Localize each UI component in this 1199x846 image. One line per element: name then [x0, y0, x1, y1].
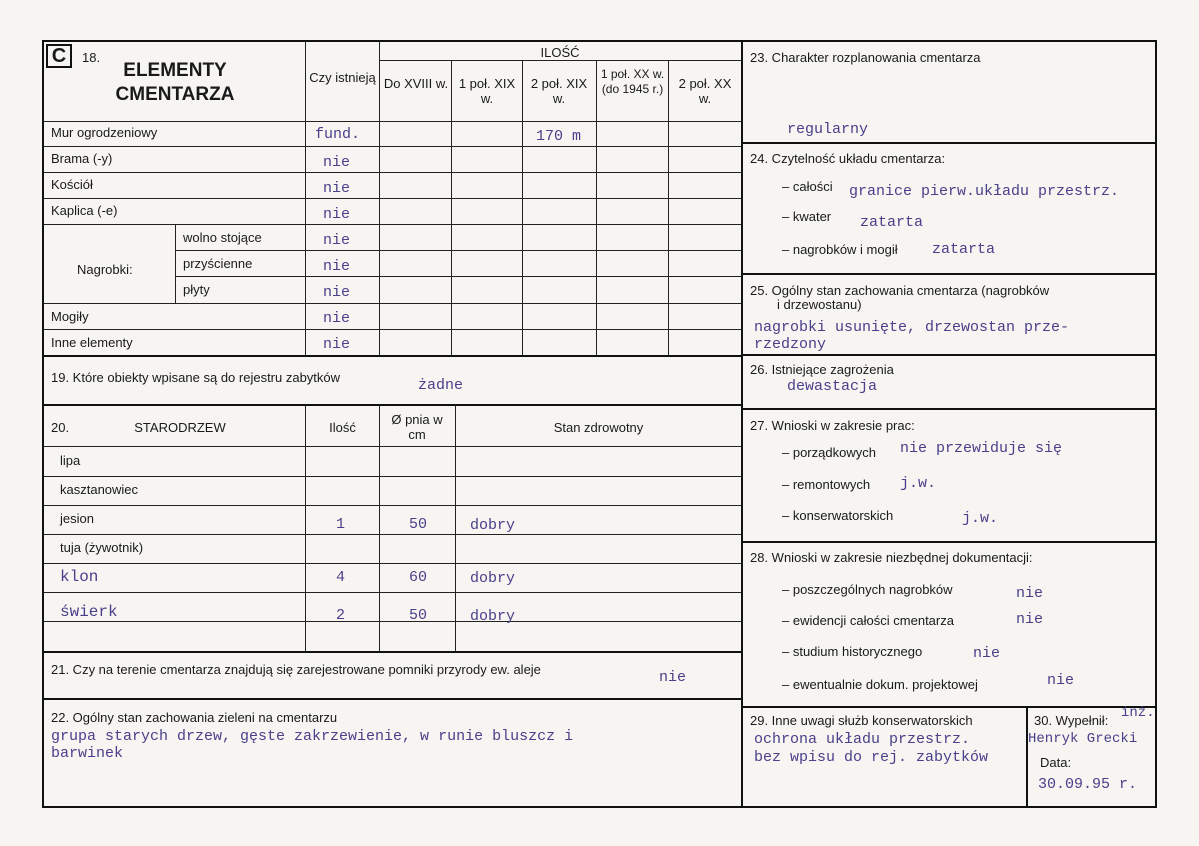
s20-tree-1: kasztanowiec	[60, 482, 139, 497]
s18-period-1: 1 poł. XIX w.	[458, 76, 516, 106]
s18-ilosc-line	[379, 60, 741, 61]
s18-col-line-2	[379, 42, 380, 356]
s18-row-label-3: Kaplica (-e)	[51, 203, 118, 218]
s23-value: regularny	[787, 121, 869, 138]
s18-number: 18.	[82, 50, 101, 65]
s20-count-4: 4	[336, 569, 346, 586]
s27-item-label-1: – remontowych	[782, 477, 871, 492]
s18-title-1: ELEMENTY	[123, 60, 227, 81]
s20-row-line-5	[43, 621, 741, 622]
s20-health-5: dobry	[470, 608, 516, 625]
s24-item-label-1: – kwater	[782, 209, 832, 224]
s18-row-label-1: Brama (-y)	[51, 151, 113, 166]
s20-tree-4: klon	[60, 568, 99, 586]
s18-row-line-6	[175, 276, 741, 277]
s18-row-line-2	[43, 172, 741, 173]
s18-nagrobki-line	[175, 224, 176, 303]
s18-row-label-0: Mur ogrodzeniowy	[51, 125, 158, 140]
s18-col-line-5	[596, 60, 597, 356]
s27-bottom-line	[742, 541, 1157, 543]
s21-value: nie	[659, 669, 687, 686]
s21-label: 21. Czy na terenie cmentarza znajdują się zarejestrowane pomniki przyrody ew. aleje	[51, 662, 541, 677]
s24-item-label-2: – nagrobków i mogił	[782, 242, 898, 257]
s27-item-value-1: j.w.	[900, 475, 937, 492]
s24-bottom-line	[742, 273, 1157, 275]
s25-label-1: 25. Ogólny stan zachowania cmentarza (nagrobków	[750, 283, 1050, 298]
s18-period-3: 1 poł. XX w. (do 1945 r.)	[600, 67, 665, 96]
s18-ilosc-header: ILOŚĆ	[540, 45, 580, 60]
s18-row-label-2: Kościół	[51, 177, 93, 192]
s24-item-value-0: granice pierw.układu przestrz.	[849, 183, 1120, 200]
s20-col-count: Ilość	[329, 420, 356, 435]
s18-row-line-0	[43, 121, 741, 122]
s18-row-label-5: przyścienne	[183, 256, 253, 271]
s20-col-line-1	[305, 405, 306, 651]
s22-label: 22. Ogólny stan zachowania zieleni na cmentarzu	[51, 710, 338, 725]
s18-col-line-1	[305, 42, 306, 356]
s23-label: 23. Charakter rozplanowania cmentarza	[750, 50, 981, 65]
s28-item-label-2: – studium historycznego	[782, 644, 923, 659]
s18-wall-length: 170 m	[536, 128, 582, 145]
s20-number: 20.	[51, 420, 70, 435]
s20-header-line	[43, 446, 741, 447]
s18-period-2: 2 poł. XIX w.	[530, 76, 588, 106]
s18-row-label-8: Inne elementy	[51, 335, 133, 350]
s29-s30-divider	[1026, 707, 1028, 808]
s18-exists-3: nie	[323, 206, 351, 223]
s18-exists-7: nie	[323, 310, 351, 327]
s20-diameter-2: 50	[409, 516, 428, 533]
s20-col-line-3	[455, 405, 456, 651]
main-divider	[741, 40, 743, 808]
s18-row-line-3	[43, 198, 741, 199]
s19-bottom-line	[42, 404, 742, 406]
s18-row-line-4	[43, 224, 741, 225]
s20-count-5: 2	[336, 607, 346, 624]
s18-exists-1: nie	[323, 154, 351, 171]
s28-bottom-line	[742, 706, 1157, 708]
s27-item-label-2: – konserwatorskich	[782, 508, 894, 523]
s18-exists-5: nie	[323, 258, 351, 275]
s26-bottom-line	[742, 408, 1157, 410]
s18-exists-header: Czy istnieją	[309, 70, 376, 85]
s18-row-line-5	[175, 250, 741, 251]
s18-row-label-4: wolno stojące	[183, 230, 262, 245]
s18-period-0: Do XVIII w.	[383, 76, 449, 91]
s28-item-label-0: – poszczególnych nagrobków	[782, 582, 953, 597]
s18-exists-0: fund.	[315, 126, 361, 143]
s25-line-1: nagrobki usunięte, drzewostan prze-	[754, 319, 1070, 336]
s18-row-label-6: płyty	[183, 282, 210, 297]
s18-exists-8: nie	[323, 336, 351, 353]
s30-label: 30. Wypełnił:	[1034, 713, 1109, 728]
s20-row-line-4	[43, 592, 741, 593]
s18-nagrobki-label: Nagrobki:	[77, 262, 133, 277]
s25-line-2: rzedzony	[754, 336, 827, 353]
s18-title-2: CMENTARZA	[115, 84, 235, 105]
s21-bottom-line	[42, 698, 742, 700]
s20-health-4: dobry	[470, 570, 516, 587]
s18-row-line-1	[43, 146, 741, 147]
s18-period-4: 2 poł. XX w.	[678, 76, 732, 106]
s19-value: żadne	[418, 377, 464, 394]
s20-row-line-0	[43, 476, 741, 477]
s30-name-prefix: inż.	[1121, 705, 1155, 721]
s30-date: 30.09.95 r.	[1038, 776, 1138, 793]
s18-exists-2: nie	[323, 180, 351, 197]
s18-row-line-7	[43, 303, 741, 304]
s26-value: dewastacja	[787, 378, 878, 395]
s23-bottom-line	[742, 142, 1157, 144]
s30-date-label: Data:	[1040, 755, 1072, 770]
s20-title: STARODRZEW	[134, 420, 226, 435]
s29-label: 29. Inne uwagi służb konserwatorskich	[750, 713, 973, 728]
s20-bottom-line	[42, 651, 742, 653]
s20-row-line-2	[43, 534, 741, 535]
s18-exists-6: nie	[323, 284, 351, 301]
s28-item-value-1: nie	[1016, 611, 1044, 628]
s22-line-2: barwinek	[51, 745, 124, 762]
s25-bottom-line	[742, 354, 1157, 356]
s20-row-line-3	[43, 563, 741, 564]
s28-label: 28. Wnioski w zakresie niezbędnej dokumentacji:	[750, 550, 1033, 565]
s29-line-2: bez wpisu do rej. zabytków	[754, 749, 989, 766]
s27-item-value-2: j.w.	[962, 510, 999, 527]
section-letter-box: C	[46, 44, 72, 68]
s18-row-label-7: Mogiły	[51, 309, 89, 324]
s25-label-2: i drzewostanu)	[777, 297, 862, 312]
s29-line-1: ochrona układu przestrz.	[754, 731, 971, 748]
s20-diameter-4: 60	[409, 569, 428, 586]
s18-row-line-8	[43, 329, 741, 330]
s26-label: 26. Istniejące zagrożenia	[750, 362, 894, 377]
s20-row-line-1	[43, 505, 741, 506]
s18-bottom-line	[42, 355, 742, 357]
s20-diameter-5: 50	[409, 607, 428, 624]
s28-item-value-3: nie	[1047, 672, 1075, 689]
s24-label: 24. Czytelność układu cmentarza:	[750, 151, 946, 166]
s18-col-line-6	[668, 60, 669, 356]
s24-item-value-2: zatarta	[932, 241, 996, 258]
s20-count-2: 1	[336, 516, 346, 533]
s27-item-label-0: – porządkowych	[782, 445, 876, 460]
s28-item-value-0: nie	[1016, 585, 1044, 602]
s20-tree-5: świerk	[60, 603, 118, 621]
s27-item-value-0: nie przewiduje się	[900, 440, 1063, 457]
s28-item-value-2: nie	[973, 645, 1001, 662]
s27-label: 27. Wnioski w zakresie prac:	[750, 418, 915, 433]
s20-health-2: dobry	[470, 517, 516, 534]
s18-col-line-3	[451, 60, 452, 356]
s30-name: Henryk Grecki	[1028, 731, 1138, 747]
s22-line-1: grupa starych drzew, gęste zakrzewienie, w runie bluszcz i	[51, 728, 574, 745]
s19-label: 19. Które obiekty wpisane są do rejestru zabytków	[51, 370, 341, 385]
s20-col-health: Stan zdrowotny	[553, 420, 644, 435]
s20-col-diameter: Ø pnia w cm	[391, 412, 443, 442]
s18-exists-4: nie	[323, 232, 351, 249]
s28-item-label-3: – ewentualnie dokum. projektowej	[782, 677, 978, 692]
s24-item-value-1: zatarta	[860, 214, 924, 231]
s20-tree-0: lipa	[60, 453, 81, 468]
s20-tree-3: tuja (żywotnik)	[60, 540, 144, 555]
s20-tree-2: jesion	[60, 511, 94, 526]
s24-item-label-0: – całości	[782, 179, 833, 194]
s28-item-label-1: – ewidencji całości cmentarza	[782, 613, 954, 628]
s20-col-line-2	[379, 405, 380, 651]
s18-col-line-4	[522, 60, 523, 356]
